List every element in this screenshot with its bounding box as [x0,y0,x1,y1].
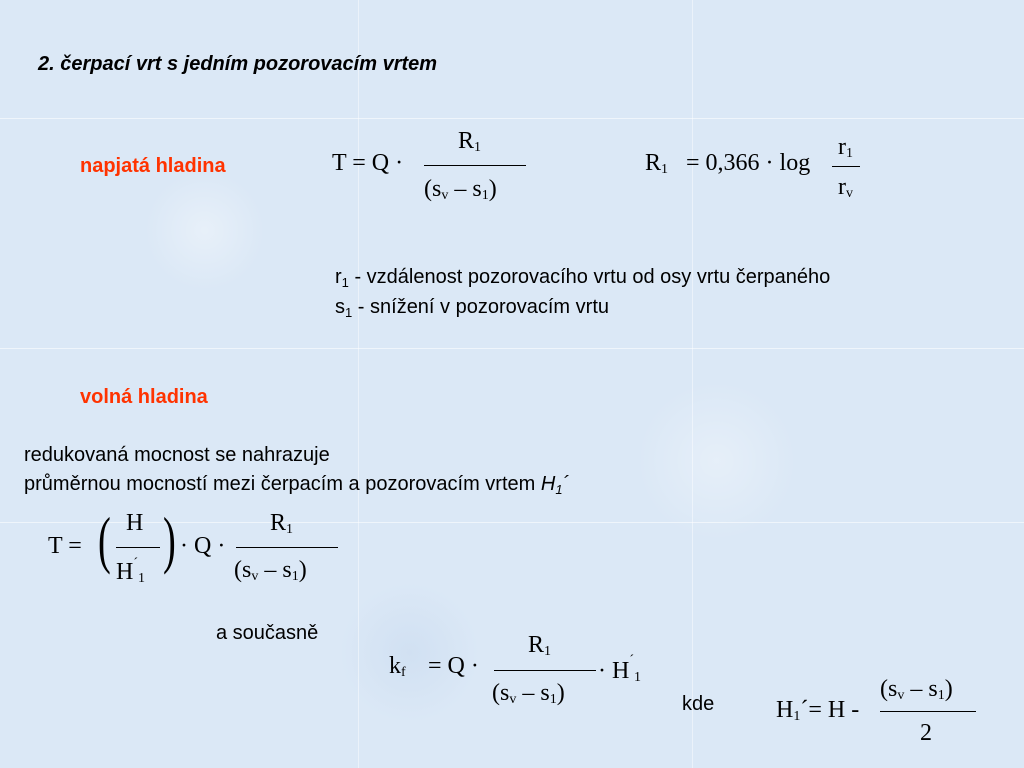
equation-lhs: T = Q · [332,150,404,176]
equation-lhs: $H_1´= H$ - [776,697,860,724]
fraction-numerator: $(s_v - s_1)$ [880,676,953,703]
fraction-denominator: $r_v$ [838,174,853,201]
fraction-bar [494,670,596,671]
fraction-numerator: $R_1$ [458,128,482,155]
equation-lhs: T = [48,533,82,559]
fraction-bar [236,547,338,548]
background-grid-line [358,0,359,768]
page-title: 2. čerpací vrt s jedním pozorovacím vrtem [38,53,438,75]
background-grid-line [0,522,1024,523]
also-text: a současně [216,622,319,644]
fraction-numerator: $r_1$ [838,134,853,161]
fraction-numerator: $R_1$ [270,510,294,537]
h-ratio-denominator: $H^´_1$ [116,556,146,586]
fraction-denominator: $(s_v - s_1)$ [492,680,565,707]
equation-lhs: $k_f$ [389,653,406,680]
fraction-denominator: $(s_v - s_1)$ [234,557,307,584]
where-text: kde [682,693,715,715]
unconfined-text-line2: průměrnou mocností mezi čerpacím a pozorovacím vrtem $H_1´$ [24,473,570,497]
background-grid-line [0,118,1024,119]
equation-lhs: $R_1$ [645,150,669,177]
background-grid-line [0,348,1024,349]
unconfined-heading: volná hladina [80,386,208,408]
fraction-bar [424,165,526,166]
definition-s1: $s_1$ - snížení v pozorovacím vrtu [335,296,609,320]
fraction-bar [116,547,160,548]
fraction-bar [880,711,976,712]
equation-mid: = Q · [428,653,479,679]
unconfined-text-line1: redukovaná mocnost se nahrazuje [24,444,330,466]
h-ratio-numerator: H [126,510,144,536]
left-paren: ( [98,504,111,575]
fraction-numerator: $R_1$ [528,632,552,659]
definition-r1: $r_1$ - vzdálenost pozorovacího vrtu od osy vrtu čerpaného [335,266,831,290]
equation-mid: · Q · [180,533,226,559]
equation-rhs: = 0,366 · log [686,150,811,176]
fraction-denominator: 2 [920,720,932,746]
equation-tail: · $H^´_1$ [598,653,641,685]
fraction-denominator: $(s_v - s_1)$ [424,176,497,203]
background-grid-line [692,0,693,768]
confined-heading: napjatá hladina [80,155,226,177]
fraction-bar [832,166,860,167]
right-paren: ) [163,504,176,575]
